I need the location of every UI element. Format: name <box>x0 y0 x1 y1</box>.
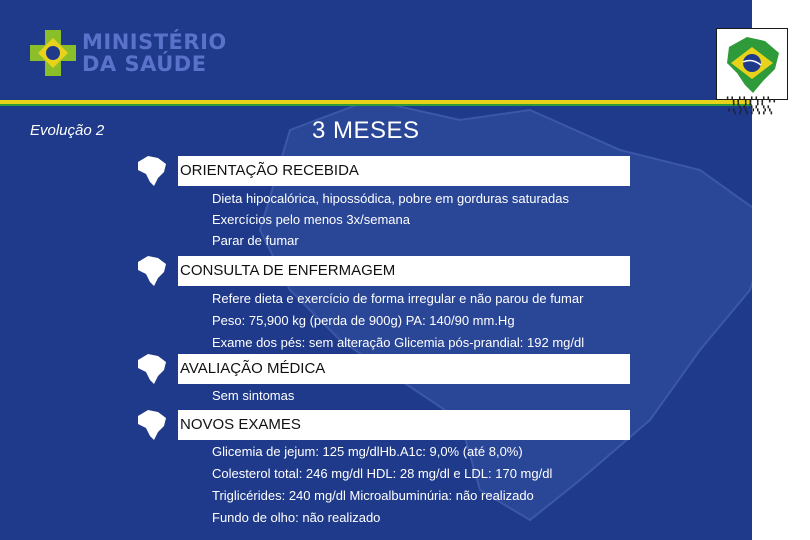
section-bar-novos-exames <box>126 410 630 440</box>
list-item: Glicemia de jejum: 125 mg/dlHb.A1c: 9,0% (até 8,0%) <box>212 444 523 459</box>
section-bar-orientacao <box>126 156 630 186</box>
list-item: Exame dos pés: sem alteração Glicemia pós-prandial: 192 mg/dl <box>212 335 585 350</box>
logo-line-2: DA SAÚDE <box>82 52 207 76</box>
list-item: Refere dieta e exercício de forma irregular e não parou de fumar <box>212 291 584 306</box>
brazil-map-icon <box>134 408 170 442</box>
emblem-caption: ▘▝▖▗▘▝▖▗▘▝▖▗▘▝▖▗ ▘▝▖▗▘▝▖▗▘▝▖▗ ▘▝▖▗▘▝▖▗▘▝▖▗▘▝▖ <box>726 97 776 115</box>
brazil-map-icon <box>134 352 170 386</box>
brazil-flag-emblem <box>716 28 788 100</box>
section-title: NOVOS EXAMES <box>180 416 301 433</box>
section-title: ORIENTAÇÃO RECEBIDA <box>180 162 359 179</box>
section-label: Evolução 2 <box>30 122 105 139</box>
page-title: 3 MESES <box>312 117 420 144</box>
section-title: CONSULTA DE ENFERMAGEM <box>180 262 396 279</box>
ministerio-da-saude-logo <box>30 30 227 76</box>
brazil-map-icon <box>134 154 170 188</box>
list-item: Fundo de olho: não realizado <box>212 510 381 525</box>
list-item: Exercícios pelo menos 3x/semana <box>212 212 410 227</box>
brazil-map-icon <box>134 254 170 288</box>
list-item: Parar de fumar <box>212 233 299 248</box>
list-item: Peso: 75,900 kg (perda de 900g) PA: 140/90 mm.Hg <box>212 313 515 328</box>
logo-wordmark <box>82 31 227 75</box>
list-item: Triglicérides: 240 mg/dl Microalbuminúria: não realizado <box>212 488 534 503</box>
health-cross-icon <box>30 30 76 76</box>
section-bar-consulta <box>126 256 630 286</box>
section-bar-avaliacao <box>126 354 630 384</box>
logo-line-1: MINISTÉRIO <box>82 30 227 54</box>
header-green-stripe <box>0 104 752 106</box>
list-item: Colesterol total: 246 mg/dl HDL: 28 mg/dl e LDL: 170 mg/dl <box>212 466 553 481</box>
list-item: Dieta hipocalórica, hipossódica, pobre em gorduras saturadas <box>212 191 569 206</box>
section-title: AVALIAÇÃO MÉDICA <box>180 360 326 377</box>
brazil-flag-map-icon <box>717 29 787 99</box>
list-item: Sem sintomas <box>212 388 295 403</box>
